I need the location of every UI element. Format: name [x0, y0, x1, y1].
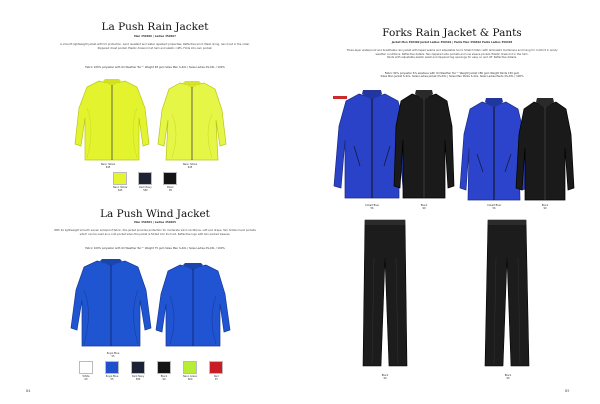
- color-swatch-name: Red: [213, 375, 219, 378]
- rain-jacket-title: La Push Rain Jacket: [101, 21, 209, 33]
- forks-description-line-3: Pants with adjustable elastic waist and zippered leg openings for easy on and off. Reflective details.: [387, 56, 517, 59]
- color-swatch: [105, 361, 119, 381]
- forks-pants-label-2-code: 99: [506, 377, 510, 380]
- color-swatch-chip: [113, 172, 127, 185]
- forks-label-2-name: Black: [420, 204, 428, 207]
- wind-jacket-label: [93, 352, 133, 358]
- wind-jacket-men-image: [69, 258, 153, 348]
- color-swatch-code: 99: [162, 378, 166, 381]
- forks-title: Forks Rain Jacket & Pants: [382, 27, 522, 39]
- color-swatch-code: 35: [214, 378, 218, 381]
- forks-label-4-code: 99: [543, 207, 547, 210]
- color-swatch: [183, 361, 197, 381]
- forks-pants-men-image: [362, 218, 408, 368]
- rain-jacket-men-label: [88, 163, 128, 169]
- wind-jacket-fabric: Fabric 100% polyester with Oil Weather Tec™ Weight 75 gsm Sizes Men S-4XL / Sizes Ladies XS-XXL / 100%: [85, 247, 225, 250]
- color-swatch-name: Black: [160, 375, 168, 378]
- rain-jacket-ladies-label-code: 645: [187, 166, 193, 169]
- rain-jacket-ladies-image: [156, 80, 228, 162]
- rain-jacket-description-line-2: Zippered chest pocket. Elastic drawcord at hem and elastic cuffs. Folds into own pocket.: [97, 46, 213, 50]
- color-swatch: [163, 172, 177, 192]
- forks-fabric-line-1: Fabric 94% polyester 6% elastane with Oil Weather Tec™ Weight Jacket 180 gsm Weight Pants 150 gsm: [384, 72, 520, 75]
- color-swatch-code: 645: [117, 189, 123, 192]
- forks-fabric: [318, 72, 586, 79]
- color-swatch-chip: [138, 172, 152, 185]
- rain-jacket-description-line-1: A smooth lightweight jacket with UV protection, wind resistant and water repellent properties. Reflective print. Mesh lining, rain hood in the collar.: [60, 43, 250, 46]
- color-swatch-name: Black: [167, 186, 174, 189]
- rain-jacket-codes: Men 350406 | Ladies 350407: [134, 35, 176, 38]
- color-swatch: [113, 172, 127, 192]
- wind-jacket-title: La Push Wind Jacket: [100, 208, 210, 220]
- rain-jacket-description: [28, 43, 282, 50]
- forks-pants-ladies-image: [484, 218, 530, 368]
- color-swatch: [138, 172, 152, 192]
- rain-jacket-swatches: [113, 172, 177, 192]
- forks-label-3: [474, 204, 514, 210]
- forks-label-1-code: 56: [370, 207, 374, 210]
- color-swatch-code: 580: [143, 189, 148, 192]
- forks-jacket-ladies-black-image: [514, 98, 576, 202]
- rain-jacket-men-image: [73, 78, 151, 162]
- color-swatch-code: 580: [135, 378, 141, 381]
- color-swatch-code: 600: [187, 378, 193, 381]
- wind-jacket-swatches: [79, 361, 223, 381]
- rain-jacket-men-label-name: Neon Yellow: [100, 163, 116, 166]
- page-number-right: 85: [565, 389, 570, 393]
- forks-codes: Jacket Men 350400 Jacket Ladies 350401 | Pants Men 350402 Pants Ladies 350403: [391, 41, 513, 44]
- color-swatch-chip: [157, 361, 171, 374]
- rain-jacket-fabric: Fabric 100% polyester with Oil Weather Tec™ Weight 48 gsm Sizes Men S-4XL / Sizes Ladies XS-XXL / 100%: [85, 66, 225, 69]
- color-swatch-name: Neon Green: [183, 375, 198, 378]
- forks-label-4-name: Black: [541, 204, 549, 207]
- wind-jacket-label-code: 55: [111, 355, 115, 358]
- forks-description-line-1: Three-layer waterproof and breathable rain jacket with taped seams and adjustable hood. Stretch fabric with laminated membrane and lining for comfort in windy: [346, 49, 558, 52]
- forks-label-4: [525, 204, 565, 210]
- color-swatch-chip: [79, 361, 93, 374]
- forks-jacket-men-black-image: [392, 90, 456, 200]
- color-swatch-chip: [105, 361, 119, 374]
- color-swatch-name: Royal Blue: [105, 375, 119, 378]
- forks-pants-label-1-code: 99: [383, 377, 387, 380]
- forks-label-1: [352, 204, 392, 210]
- forks-label-3-code: 56: [492, 207, 496, 210]
- rain-jacket-ladies-label: [170, 163, 210, 169]
- color-swatch-chip: [163, 172, 177, 185]
- color-swatch-code: 99: [168, 189, 172, 192]
- color-swatch: [209, 361, 223, 381]
- rain-jacket-ladies-label-name: Neon Yellow: [182, 163, 198, 166]
- color-swatch: [157, 361, 171, 381]
- color-swatch-chip: [131, 361, 145, 374]
- color-swatch: [79, 361, 93, 381]
- color-swatch-chip: [183, 361, 197, 374]
- forks-pants-label-1-name: Black: [381, 374, 389, 377]
- color-swatch-code: 55: [110, 378, 114, 381]
- color-swatch-name: Neon Yellow: [113, 186, 128, 189]
- forks-description: [318, 49, 586, 60]
- forks-label-3-name: Cobalt Blue: [487, 204, 501, 207]
- color-swatch-name: Dark Navy: [131, 375, 145, 378]
- color-swatch-chip: [209, 361, 223, 374]
- wind-jacket-label-name: Royal Blue: [106, 352, 120, 355]
- forks-label-2: [404, 204, 444, 210]
- forks-label-2-code: 99: [422, 207, 426, 210]
- forks-pants-label-2: [488, 374, 528, 380]
- page-number-left: 84: [26, 389, 31, 393]
- forks-fabric-line-2: Sizes Men Jacket S-4XL, Sizes Ladies Jacket XS-XXL | Sizes Men Pants S-4XL, Sizes Ladies Pants XS-XXL / 100%: [380, 75, 524, 79]
- wind-jacket-ladies-image: [154, 262, 232, 348]
- wind-jacket-description: [28, 229, 282, 236]
- wind-jacket-codes: Men 350404 | Ladies 350405: [134, 221, 176, 224]
- rain-jacket-men-label-code: 645: [105, 166, 111, 169]
- color-swatch: [131, 361, 145, 381]
- forks-description-line-2: weather conditions. Reflective details. Two zippered side pockets and one sleeve pocket. Elastic drawcord in the hem.: [375, 52, 529, 56]
- color-swatch-code: 00: [84, 378, 88, 381]
- wind-jacket-description-line-1: With its lightweight smooth woven windproof fabric, this jacket provides protection for moderate wind conditions, soft and drape. Two hidden hand pockets: [54, 229, 256, 232]
- forks-label-1-name: Cobalt Blue: [365, 204, 379, 207]
- color-swatch-name: White: [82, 375, 90, 378]
- forks-pants-label-1: [365, 374, 405, 380]
- forks-pants-label-2-name: Black: [504, 374, 512, 377]
- color-swatch-name: Dark Navy: [139, 186, 152, 189]
- wind-jacket-description-line-2: which can be used as a cold-pocket when the jacket is folded into its hood. Reflective logo with two packed sleeves.: [79, 232, 231, 236]
